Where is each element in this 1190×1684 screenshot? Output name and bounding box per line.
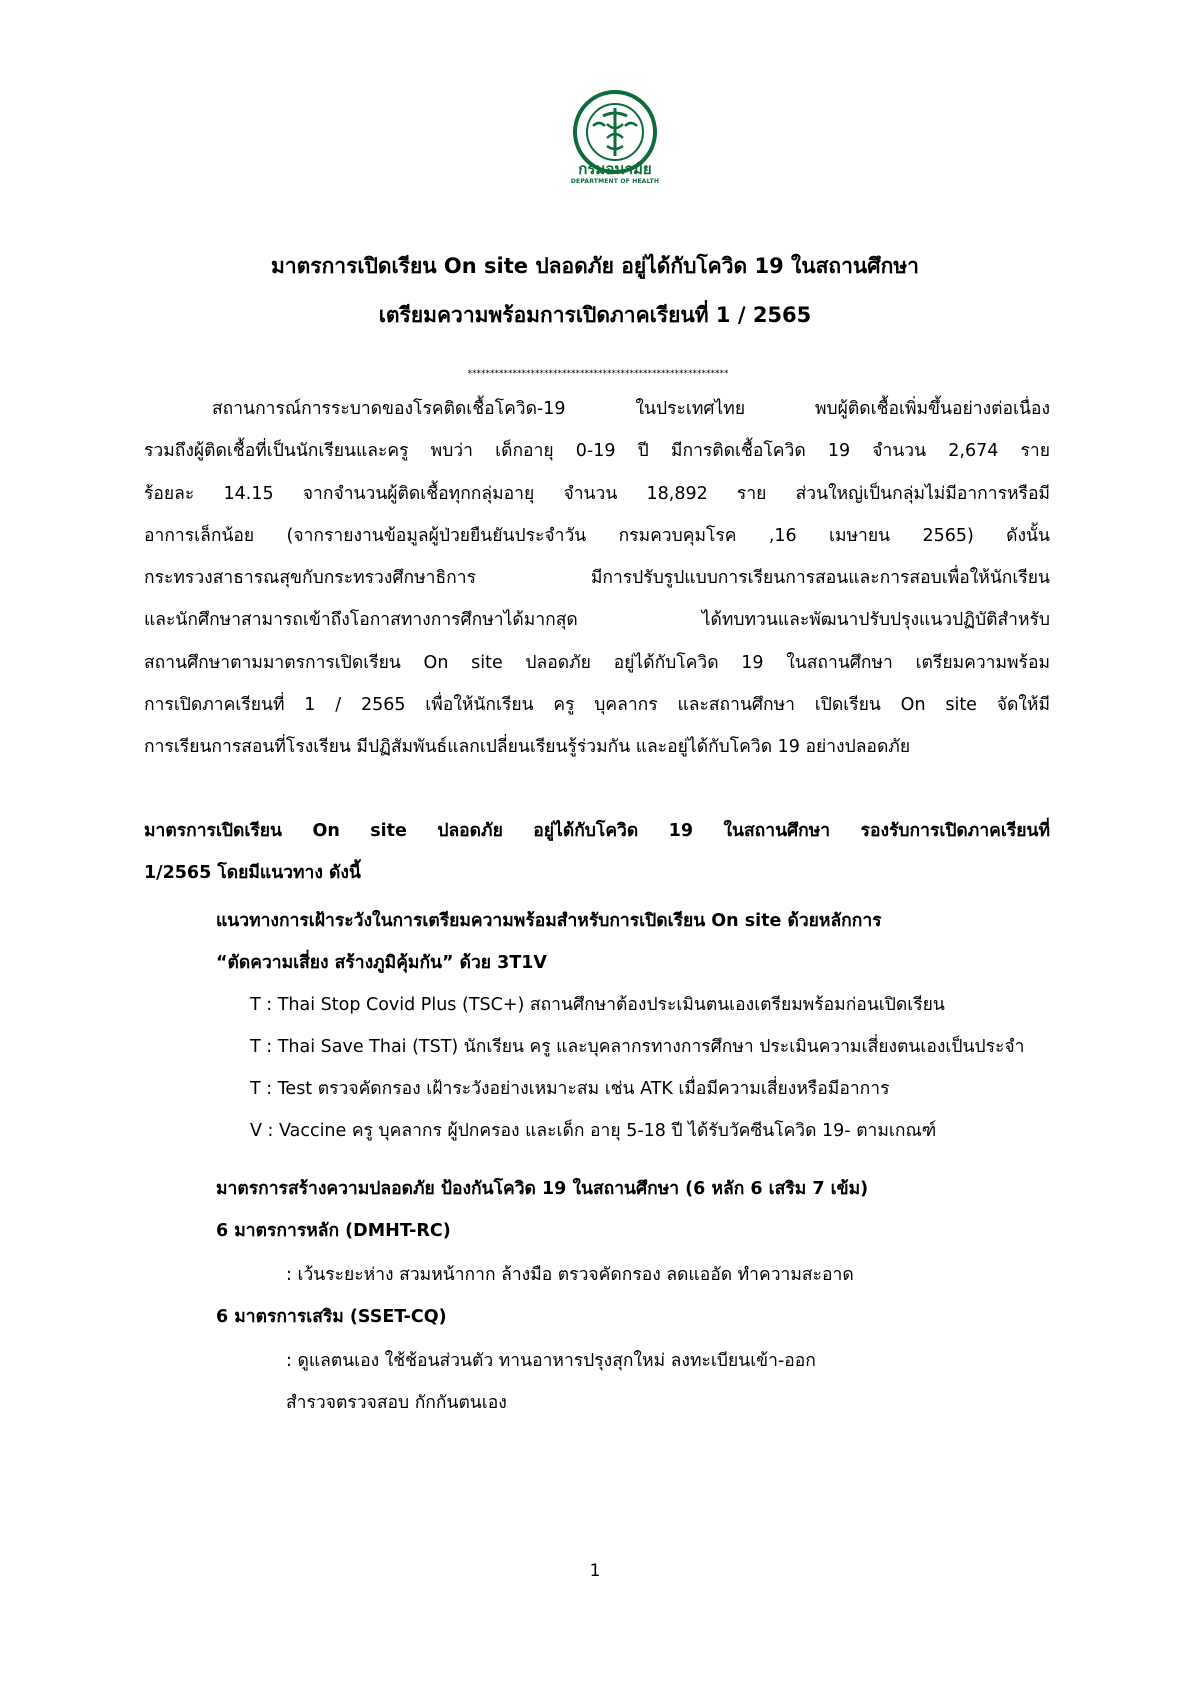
intro-paragraph xyxy=(144,388,1050,769)
document-title-line2: เตรียมความพร้อมการเปิดภาคเรียนที่ 1 / 2565 xyxy=(378,303,812,327)
surveillance-heading-line1: แนวทางการเฝ้าระวังในการเตรียมความพร้อมสำหรับการเปิดเรียน On site ด้วยหลักการ xyxy=(216,911,882,931)
safety-extra-detail-line2: สำรวจตรวจสอบ กักกันตนเอง xyxy=(286,1393,507,1413)
safety-heading: มาตรการสร้างความปลอดภัย ป้องกันโควิด 19 ในสถานศึกษา (6 หลัก 6 เสริม 7 เข้ม) xyxy=(216,1179,869,1199)
page-number: 1 xyxy=(589,1561,601,1581)
surveillance-item: V : Vaccine ครู บุคลากร ผู้ปกครอง และเด็ก อายุ 5-18 ปี ได้รับวัคซีนโควิด 19- ตามเกณฑ์ xyxy=(250,1121,937,1141)
safety-extra-detail-line1: : ดูแลตนเอง ใช้ช้อนส่วนตัว ทานอาหารปรุงสุกใหม่ ลงทะเบียนเข้า-ออก xyxy=(286,1351,816,1371)
surveillance-item: T : Test ตรวจคัดกรอง เฝ้าระวังอย่างเหมาะสม เช่น ATK เมื่อมีความเสี่ยงหรือมีอาการ xyxy=(250,1079,890,1099)
intro-line: สถานศึกษาตามมาตรการเปิดเรียน On site ปลอดภัย อยู่ได้กับโควิด 19 ในสถานศึกษา เตรียมความพร้อม xyxy=(144,652,1050,673)
intro-line: และนักศึกษาสามารถเข้าถึงโอกาสทางการศึกษาได้มากสุด ได้ทบทวนและพัฒนาปรับปรุงแนวปฏิบัติสำหรับ xyxy=(144,610,1050,631)
safety-extra-heading: 6 มาตรการเสริม (SSET-CQ) xyxy=(216,1307,447,1327)
safety-main-detail: : เว้นระยะห่าง สวมหน้ากาก ล้างมือ ตรวจคัดกรอง ลดแออัด ทำความสะอาด xyxy=(286,1265,854,1285)
surveillance-item: T : Thai Stop Covid Plus (TSC+) สถานศึกษาต้องประเมินตนเองเตรียมพร้อมก่อนเปิดเรียน xyxy=(250,995,945,1015)
intro-line: รวมถึงผู้ติดเชื้อที่เป็นนักเรียนและครู พบว่า เด็กอายุ 0-19 ปี มีการติดเชื้อโควิด 19 จำนวน 2,674 ราย xyxy=(144,441,1050,462)
surveillance-heading-line2: “ตัดความเสี่ยง สร้างภูมิคุ้มกัน” ด้วย 3T1V xyxy=(216,953,547,973)
document-title-line1: มาตรการเปิดเรียน On site ปลอดภัย อยู่ได้กับโควิด 19 ในสถานศึกษา xyxy=(271,254,919,278)
surveillance-item: T : Thai Save Thai (TST) นักเรียน ครู และบุคลากรทางการศึกษา ประเมินความเสี่ยงตนเองเป็นประจำ xyxy=(250,1037,1025,1057)
intro-line: ร้อยละ 14.15 จากจำนวนผู้ติดเชื้อทุกกลุ่มอายุ จำนวน 18,892 ราย ส่วนใหญ่เป็นกลุ่มไม่มีอาการหรือมี xyxy=(144,483,1050,504)
intro-line: อาการเล็กน้อย (จากรายงานข้อมูลผู้ป่วยยืนยันประจำวัน กรมควบคุมโรค ,16 เมษายน 2565) ดังนั้น xyxy=(144,525,1050,546)
intro-line: การเปิดภาคเรียนที่ 1 / 2565 เพื่อให้นักเรียน ครู บุคลากร และสถานศึกษา เปิดเรียน On site จัดให้มี xyxy=(144,695,1050,716)
department-logo-text xyxy=(540,160,690,186)
intro-line: สถานการณ์การระบาดของโรคติดเชื้อโควิด-19 ในประเทศไทย พบผู้ติดเชื้อเพิ่มขึ้นอย่างต่อเนื่อง xyxy=(212,399,1050,419)
separator-stars: ********************************************************** xyxy=(467,369,729,379)
department-name-th: กรมอนามัย xyxy=(578,160,652,178)
measures-heading-line1: มาตรการเปิดเรียน On site ปลอดภัย อยู่ได้กับโควิด 19 ในสถานศึกษา รองรับการเปิดภาคเรียนที่ xyxy=(144,821,1050,841)
safety-main-heading: 6 มาตรการหลัก (DMHT-RC) xyxy=(216,1221,451,1241)
measures-heading-line2: 1/2565 โดยมีแนวทาง ดังนี้ xyxy=(144,863,361,884)
intro-line: การเรียนการสอนที่โรงเรียน มีปฏิสัมพันธ์แลกเปลี่ยนเรียนรู้ร่วมกัน และอยู่ได้กับโควิด 19 อย่างปลอดภัย xyxy=(144,737,911,758)
department-name-en: DEPARTMENT OF HEALTH xyxy=(570,178,660,185)
measures-heading xyxy=(144,810,1050,895)
intro-line: กระทรวงสาธารณสุขกับกระทรวงศึกษาธิการ มีการปรับรูปแบบการเรียนการสอนและการสอบเพื่อให้นักเรียน xyxy=(144,568,1050,589)
